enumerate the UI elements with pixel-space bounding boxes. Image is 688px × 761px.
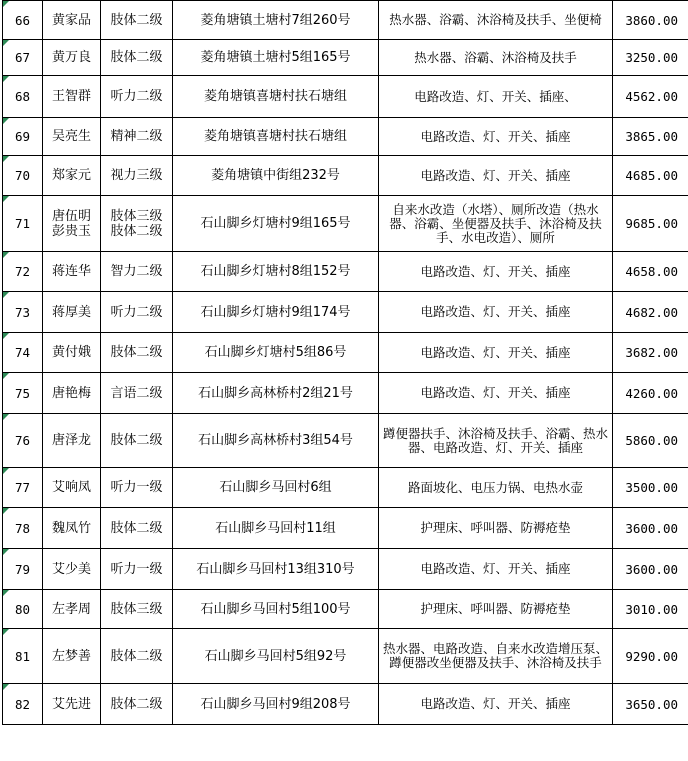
address-cell: 石山脚乡马回村5组92号	[173, 629, 379, 684]
cell-comment-marker	[3, 40, 9, 46]
modification-items-cell: 护理床、呼叫器、防褥疮垫	[379, 590, 613, 629]
address-cell: 石山脚乡马回村9组208号	[173, 684, 379, 725]
table-row	[3, 156, 688, 196]
disability-level-cell	[101, 196, 173, 252]
disability-level-cell: 肢体二级	[101, 333, 173, 373]
table-row	[3, 196, 688, 252]
amount-cell: 4562.00	[613, 76, 688, 118]
amount-cell: 4658.00	[613, 252, 688, 292]
row-number-cell: 68	[3, 76, 43, 118]
modification-items-cell: 热水器、浴霸、沐浴椅及扶手、坐便椅	[379, 1, 613, 40]
cell-comment-marker	[3, 590, 9, 596]
address-cell: 菱角塘镇土塘村7组260号	[173, 1, 379, 40]
name-cell: 左孝周	[43, 590, 101, 629]
address-cell: 菱角塘镇喜塘村扶石塘组	[173, 76, 379, 118]
row-number-cell: 78	[3, 508, 43, 549]
table-row	[3, 1, 688, 40]
modification-items-cell: 电路改造、灯、开关、插座	[379, 156, 613, 196]
row-number-cell: 74	[3, 333, 43, 373]
row-number-cell: 71	[3, 196, 43, 252]
cell-comment-marker	[3, 684, 9, 690]
cell-comment-marker	[3, 118, 9, 124]
table-row	[3, 373, 688, 414]
name-cell: 唐泽龙	[43, 414, 101, 468]
table-row	[3, 118, 688, 156]
modification-items-cell: 护理床、呼叫器、防褥疮垫	[379, 508, 613, 549]
disability-level-cell: 听力二级	[101, 76, 173, 118]
table-row	[3, 252, 688, 292]
disability-level-cell: 肢体二级	[101, 1, 173, 40]
address-cell: 菱角塘镇喜塘村扶石塘组	[173, 118, 379, 156]
amount-cell: 4682.00	[613, 292, 688, 333]
amount-cell: 3865.00	[613, 118, 688, 156]
name-cell: 吴亮生	[43, 118, 101, 156]
amount-cell: 3600.00	[613, 508, 688, 549]
disability-level-cell: 肢体二级	[101, 40, 173, 76]
amount-cell: 3860.00	[613, 1, 688, 40]
name-cell: 左梦善	[43, 629, 101, 684]
modification-items-cell: 电路改造、灯、开关、插座	[379, 252, 613, 292]
cell-comment-marker	[3, 508, 9, 514]
row-number-cell: 77	[3, 468, 43, 508]
disability-level: 肢体三级	[110, 208, 163, 224]
modification-items-cell: 电路改造、灯、开关、插座	[379, 684, 613, 725]
cell-comment-marker	[3, 252, 9, 258]
modification-items-cell: 电路改造、灯、开关、插座	[379, 292, 613, 333]
beneficiary-table	[2, 0, 688, 725]
name-cell: 魏凤竹	[43, 508, 101, 549]
amount-cell: 3600.00	[613, 549, 688, 590]
row-number-cell: 76	[3, 414, 43, 468]
row-number-cell: 82	[3, 684, 43, 725]
person-name: 唐伍明	[51, 208, 91, 224]
row-number-cell: 66	[3, 1, 43, 40]
cell-comment-marker	[3, 156, 9, 162]
disability-level-cell: 精神二级	[101, 118, 173, 156]
amount-cell: 3682.00	[613, 333, 688, 373]
amount-cell: 3250.00	[613, 40, 688, 76]
disability-level-cell: 肢体二级	[101, 508, 173, 549]
amount-cell: 3650.00	[613, 684, 688, 725]
cell-comment-marker	[3, 1, 9, 7]
address-cell: 石山脚乡灯塘村9组165号	[173, 196, 379, 252]
disability-level-cell: 肢体二级	[101, 684, 173, 725]
name-cell: 艾少美	[43, 549, 101, 590]
cell-comment-marker	[3, 196, 9, 202]
disability-level-cell: 视力三级	[101, 156, 173, 196]
name-cell: 郑家元	[43, 156, 101, 196]
row-number-cell: 79	[3, 549, 43, 590]
amount-cell: 9685.00	[613, 196, 688, 252]
row-number-cell: 67	[3, 40, 43, 76]
cell-comment-marker	[3, 629, 9, 635]
name-cell: 蒋连华	[43, 252, 101, 292]
address-cell: 石山脚乡灯塘村5组86号	[173, 333, 379, 373]
name-cell: 唐艳梅	[43, 373, 101, 414]
row-number-cell: 75	[3, 373, 43, 414]
disability-level-cell: 言语二级	[101, 373, 173, 414]
modification-items-cell: 电路改造、灯、开关、插座	[379, 549, 613, 590]
disability-level-cell: 听力一级	[101, 549, 173, 590]
table-row	[3, 684, 688, 725]
amount-cell: 5860.00	[613, 414, 688, 468]
name-cell: 艾先进	[43, 684, 101, 725]
row-number-cell: 80	[3, 590, 43, 629]
table-row	[3, 508, 688, 549]
address-cell: 石山脚乡马回村6组	[173, 468, 379, 508]
cell-comment-marker	[3, 468, 9, 474]
address-cell: 石山脚乡马回村11组	[173, 508, 379, 549]
table-body	[3, 1, 688, 725]
cell-comment-marker	[3, 373, 9, 379]
cell-comment-marker	[3, 414, 9, 420]
table-row	[3, 333, 688, 373]
modification-items-cell: 热水器、电路改造、自来水改造增压泵、蹲便器改坐便器及扶手、沐浴椅及扶手	[379, 629, 613, 684]
amount-cell: 3500.00	[613, 468, 688, 508]
person-name: 彭贵玉	[51, 223, 91, 239]
cell-comment-marker	[3, 549, 9, 555]
amount-cell: 4685.00	[613, 156, 688, 196]
modification-items-cell: 蹲便器扶手、沐浴椅及扶手、浴霸、热水器、电路改造、灯、开关、插座	[379, 414, 613, 468]
table-row	[3, 76, 688, 118]
disability-level-cell: 肢体二级	[101, 414, 173, 468]
modification-items-cell: 热水器、浴霸、沐浴椅及扶手	[379, 40, 613, 76]
modification-items-cell: 路面坡化、电压力锅、电热水壶	[379, 468, 613, 508]
table-row	[3, 292, 688, 333]
cell-comment-marker	[3, 292, 9, 298]
disability-level-cell: 肢体三级	[101, 590, 173, 629]
modification-items-cell: 电路改造、灯、开关、插座	[379, 333, 613, 373]
name-cell	[43, 196, 101, 252]
table-row	[3, 629, 688, 684]
row-number-cell: 73	[3, 292, 43, 333]
modification-items-cell: 电路改造、灯、开关、插座、	[379, 76, 613, 118]
table-row	[3, 414, 688, 468]
row-number-cell: 81	[3, 629, 43, 684]
row-number-cell: 70	[3, 156, 43, 196]
address-cell: 石山脚乡灯塘村9组174号	[173, 292, 379, 333]
amount-cell: 4260.00	[613, 373, 688, 414]
cell-comment-marker	[3, 333, 9, 339]
name-cell: 黄家品	[43, 1, 101, 40]
address-cell: 菱角塘镇中街组232号	[173, 156, 379, 196]
table-row	[3, 549, 688, 590]
cell-comment-marker	[3, 76, 9, 82]
amount-cell: 9290.00	[613, 629, 688, 684]
address-cell: 石山脚乡灯塘村8组152号	[173, 252, 379, 292]
disability-level-cell: 智力二级	[101, 252, 173, 292]
address-cell: 石山脚乡高林桥村2组21号	[173, 373, 379, 414]
name-cell: 艾响凤	[43, 468, 101, 508]
modification-items-cell: 电路改造、灯、开关、插座	[379, 118, 613, 156]
disability-level-cell: 听力二级	[101, 292, 173, 333]
modification-items-cell: 电路改造、灯、开关、插座	[379, 373, 613, 414]
disability-level-cell: 肢体二级	[101, 629, 173, 684]
table-row	[3, 590, 688, 629]
amount-cell: 3010.00	[613, 590, 688, 629]
row-number-cell: 72	[3, 252, 43, 292]
name-cell: 蒋厚美	[43, 292, 101, 333]
address-cell: 石山脚乡高林桥村3组54号	[173, 414, 379, 468]
address-cell: 菱角塘镇土塘村5组165号	[173, 40, 379, 76]
name-cell: 黄万良	[43, 40, 101, 76]
address-cell: 石山脚乡马回村13组310号	[173, 549, 379, 590]
disability-level-cell: 听力一级	[101, 468, 173, 508]
address-cell: 石山脚乡马回村5组100号	[173, 590, 379, 629]
name-cell: 黄付娥	[43, 333, 101, 373]
disability-level: 肢体二级	[110, 223, 163, 239]
table-row	[3, 468, 688, 508]
row-number-cell: 69	[3, 118, 43, 156]
table-row	[3, 40, 688, 76]
modification-items-cell: 自来水改造（水塔）、厕所改造（热水器、浴霸、坐便器及扶手、沐浴椅及扶手、水电改造）、厕所	[379, 196, 613, 252]
name-cell: 王智群	[43, 76, 101, 118]
